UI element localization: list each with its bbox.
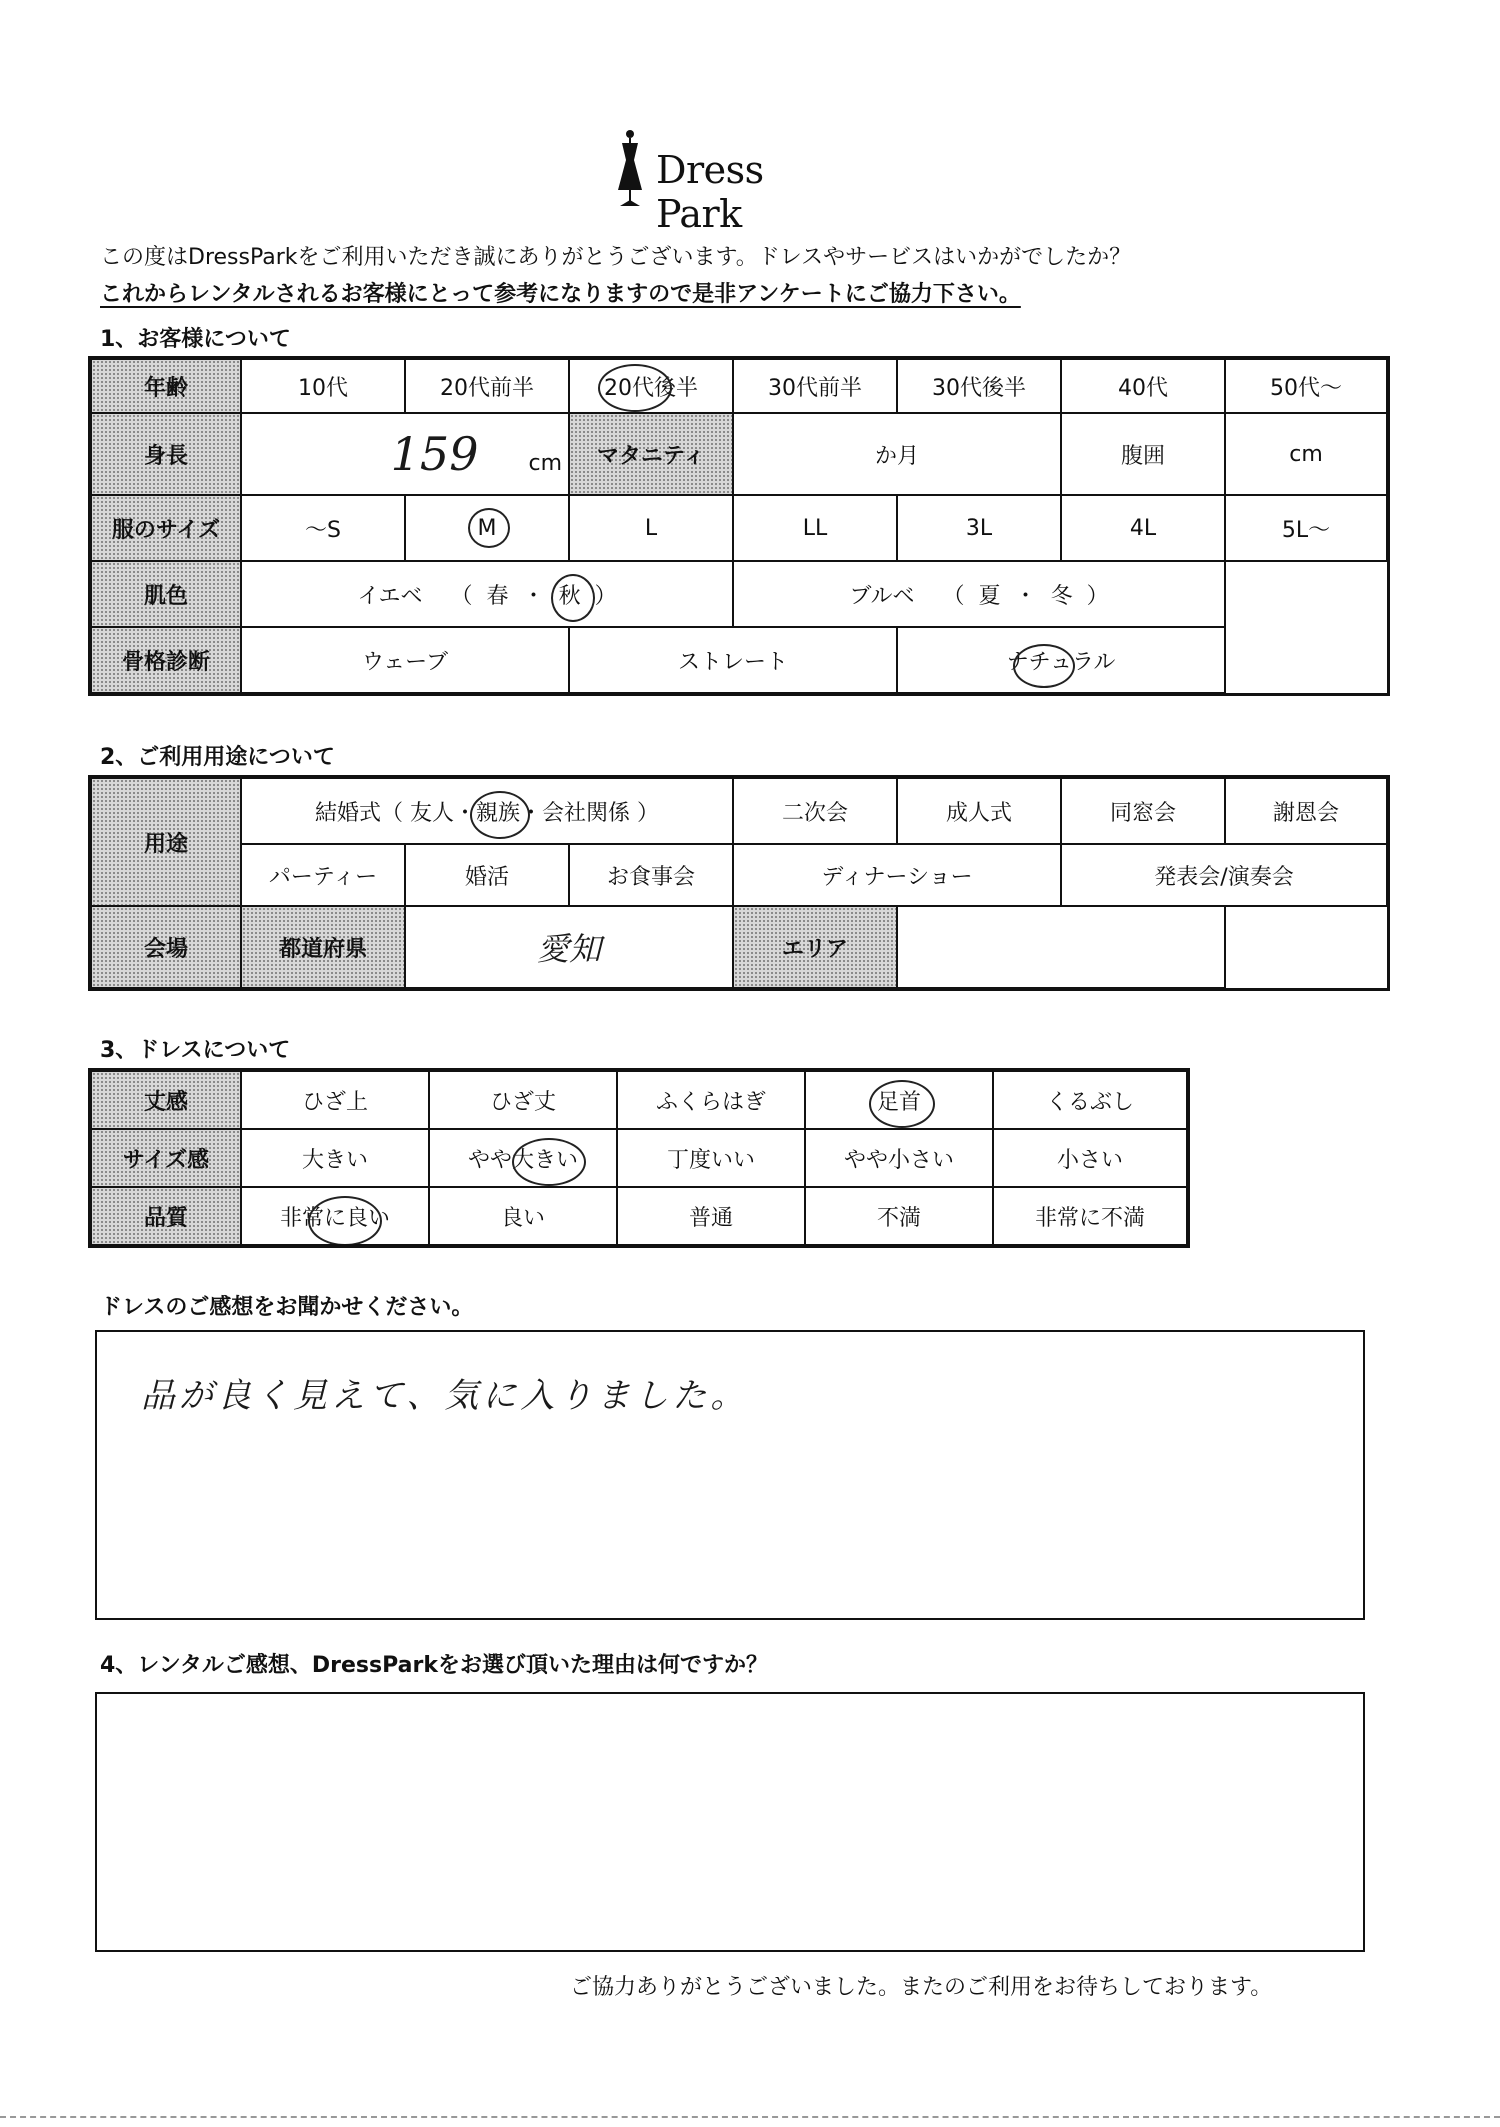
prefecture-label: 都道府県 xyxy=(241,906,405,988)
quality-option[interactable]: 非常に不満 xyxy=(993,1187,1187,1245)
prefecture-value: 愛知 xyxy=(536,930,601,968)
quality-option-wrap xyxy=(280,1206,390,1231)
fit-label: サイズ感 xyxy=(91,1129,241,1187)
skeleton-option-selected[interactable] xyxy=(897,627,1225,693)
wedding-friend[interactable]: 友人 xyxy=(409,800,454,826)
waist-label: 腹囲 xyxy=(1061,413,1225,495)
fit-option-label: やや大きい xyxy=(467,1147,578,1173)
purpose-option[interactable]: ディナーショー xyxy=(733,844,1061,906)
paren: （ xyxy=(450,583,473,609)
impression-label: ドレスのご感想をお聞かせください。 xyxy=(100,1295,474,1320)
section3-title: 3、ドレスについて xyxy=(100,1038,291,1063)
length-option[interactable]: くるぶし xyxy=(993,1071,1187,1129)
purpose-label: 用途 xyxy=(91,778,241,906)
age-option[interactable]: 40代 xyxy=(1061,359,1225,413)
quality-option-label: 非常に良い xyxy=(279,1205,390,1231)
separator: ・ xyxy=(1014,583,1037,609)
skin-autumn-selected[interactable] xyxy=(559,584,581,609)
age-option[interactable]: 10代 xyxy=(241,359,405,413)
skeleton-option-label: ナチュラル xyxy=(1006,649,1116,675)
purpose-option[interactable]: 謝恩会 xyxy=(1225,778,1387,844)
length-option-wrap xyxy=(877,1090,921,1115)
intro-request: これからレンタルされるお客様にとって参考になりますので是非アンケートにご協力下さい。 xyxy=(100,282,1021,307)
purpose-option[interactable]: 成人式 xyxy=(897,778,1061,844)
size-option[interactable]: 3L xyxy=(897,495,1061,561)
size-label: 服のサイズ xyxy=(91,495,241,561)
size-option[interactable]: LL xyxy=(733,495,897,561)
quality-option[interactable]: 不満 xyxy=(805,1187,993,1245)
length-option[interactable]: ふくらはぎ xyxy=(617,1071,805,1129)
purpose-option[interactable]: お食事会 xyxy=(569,844,733,906)
empty-cell xyxy=(1225,627,1387,693)
area-field[interactable] xyxy=(897,906,1225,988)
length-option-label: 足首 xyxy=(876,1089,921,1115)
area-label: エリア xyxy=(733,906,897,988)
empty-cell xyxy=(1225,561,1387,627)
months-unit: か月 xyxy=(874,443,919,469)
venue-label: 会場 xyxy=(91,906,241,988)
brand-logo xyxy=(612,128,852,236)
skin-autumn: 秋 xyxy=(558,583,581,609)
quality-option[interactable]: 良い xyxy=(429,1187,617,1245)
purpose-option[interactable]: 二次会 xyxy=(733,778,897,844)
length-option-selected[interactable] xyxy=(805,1071,993,1129)
paren: （ xyxy=(942,583,965,609)
purpose-option[interactable]: 婚活 xyxy=(405,844,569,906)
paren: ） xyxy=(1086,583,1109,609)
brand-name: Dress Park xyxy=(656,148,764,236)
skeleton-label: 骨格診断 xyxy=(91,627,241,693)
fit-option[interactable]: やや小さい xyxy=(805,1129,993,1187)
age-option[interactable]: 20代前半 xyxy=(405,359,569,413)
skin-spring[interactable]: 春 xyxy=(486,583,509,609)
impression-textarea[interactable] xyxy=(95,1330,1365,1620)
dress-table xyxy=(90,1070,1188,1246)
intro-thanks: この度はDressParkをご利用いただき誠にありがとうございます。ドレスやサービスはいかがでしたか？ xyxy=(100,245,1132,270)
wedding-family-selected[interactable] xyxy=(476,801,520,826)
age-option-selected[interactable] xyxy=(569,359,733,413)
skin-summer[interactable]: 夏 xyxy=(978,583,1001,609)
skin-yellow-option[interactable] xyxy=(241,561,733,627)
quality-label: 品質 xyxy=(91,1187,241,1245)
age-option[interactable]: 50代～ xyxy=(1225,359,1387,413)
quality-option-selected[interactable] xyxy=(241,1187,429,1245)
paren: （ xyxy=(380,800,403,826)
wedding-name: 結婚式 xyxy=(314,800,381,826)
waist-unit[interactable]: cm xyxy=(1225,413,1387,495)
height-field[interactable] xyxy=(241,413,569,495)
size-option[interactable]: ～S xyxy=(241,495,405,561)
skin-label: 肌色 xyxy=(91,561,241,627)
size-option-label: M xyxy=(477,515,497,541)
skeleton-option-wrap xyxy=(1007,650,1116,675)
purpose-option[interactable]: 同窓会 xyxy=(1061,778,1225,844)
reason-textarea[interactable] xyxy=(95,1692,1365,1952)
size-option-selected[interactable] xyxy=(405,495,569,561)
height-label: 身長 xyxy=(91,413,241,495)
skin-blue-option[interactable] xyxy=(733,561,1225,627)
closing-message: ご協力ありがとうございました。またのご利用をお待ちしております。 xyxy=(570,1975,1273,2000)
fit-option-selected[interactable] xyxy=(429,1129,617,1187)
separator: ・ xyxy=(453,800,476,826)
length-label: 丈感 xyxy=(91,1071,241,1129)
section4-title: 4、レンタルご感想、DressParkをお選び頂いた理由は何ですか？ xyxy=(100,1653,768,1678)
length-option[interactable]: ひざ上 xyxy=(241,1071,429,1129)
age-label: 年齢 xyxy=(91,359,241,413)
height-value: 159 xyxy=(390,427,479,481)
age-option[interactable]: 30代後半 xyxy=(897,359,1061,413)
size-option[interactable]: L xyxy=(569,495,733,561)
skeleton-option[interactable]: ストレート xyxy=(569,627,897,693)
skin-yellow-name: イエベ xyxy=(357,583,423,609)
length-option[interactable]: ひざ丈 xyxy=(429,1071,617,1129)
size-option[interactable]: 4L xyxy=(1061,495,1225,561)
skin-blue-name: ブルベ xyxy=(849,583,915,609)
fit-option[interactable]: 小さい xyxy=(993,1129,1187,1187)
paren: ） xyxy=(637,800,660,826)
maternity-months-field[interactable] xyxy=(733,413,1061,495)
skin-winter[interactable]: 冬 xyxy=(1050,583,1073,609)
paren: ） xyxy=(594,583,617,609)
section1-title: 1、お客様について xyxy=(100,327,291,352)
age-option[interactable]: 30代前半 xyxy=(733,359,897,413)
purpose-wedding[interactable] xyxy=(241,778,733,844)
purpose-option[interactable]: 発表会/演奏会 xyxy=(1061,844,1387,906)
usage-table xyxy=(90,777,1388,989)
impression-text: 品が良く見えて、気に入りました。 xyxy=(141,1376,749,1416)
wedding-company[interactable]: 会社関係 xyxy=(542,800,631,826)
quality-option[interactable]: 普通 xyxy=(617,1187,805,1245)
fit-option[interactable]: 大きい xyxy=(241,1129,429,1187)
size-option[interactable]: 5L～ xyxy=(1225,495,1387,561)
prefecture-field[interactable] xyxy=(405,906,733,988)
separator: ・ xyxy=(520,800,543,826)
skeleton-option[interactable]: ウェーブ xyxy=(241,627,569,693)
dress-mannequin-icon xyxy=(612,128,648,208)
wedding-family: 親族 xyxy=(476,800,521,826)
maternity-label: マタニティ xyxy=(569,413,733,495)
fit-option-wrap xyxy=(468,1148,578,1173)
height-unit: cm xyxy=(528,451,562,476)
purpose-option[interactable]: パーティー xyxy=(241,844,405,906)
age-option-label: 20代後半 xyxy=(604,375,698,401)
section2-title: 2、ご利用用途について xyxy=(100,745,335,770)
customer-table xyxy=(90,358,1388,694)
scan-edge-divider xyxy=(0,2116,1500,2118)
separator: ・ xyxy=(522,583,545,609)
empty-cell xyxy=(1225,906,1387,988)
fit-option[interactable]: 丁度いい xyxy=(617,1129,805,1187)
